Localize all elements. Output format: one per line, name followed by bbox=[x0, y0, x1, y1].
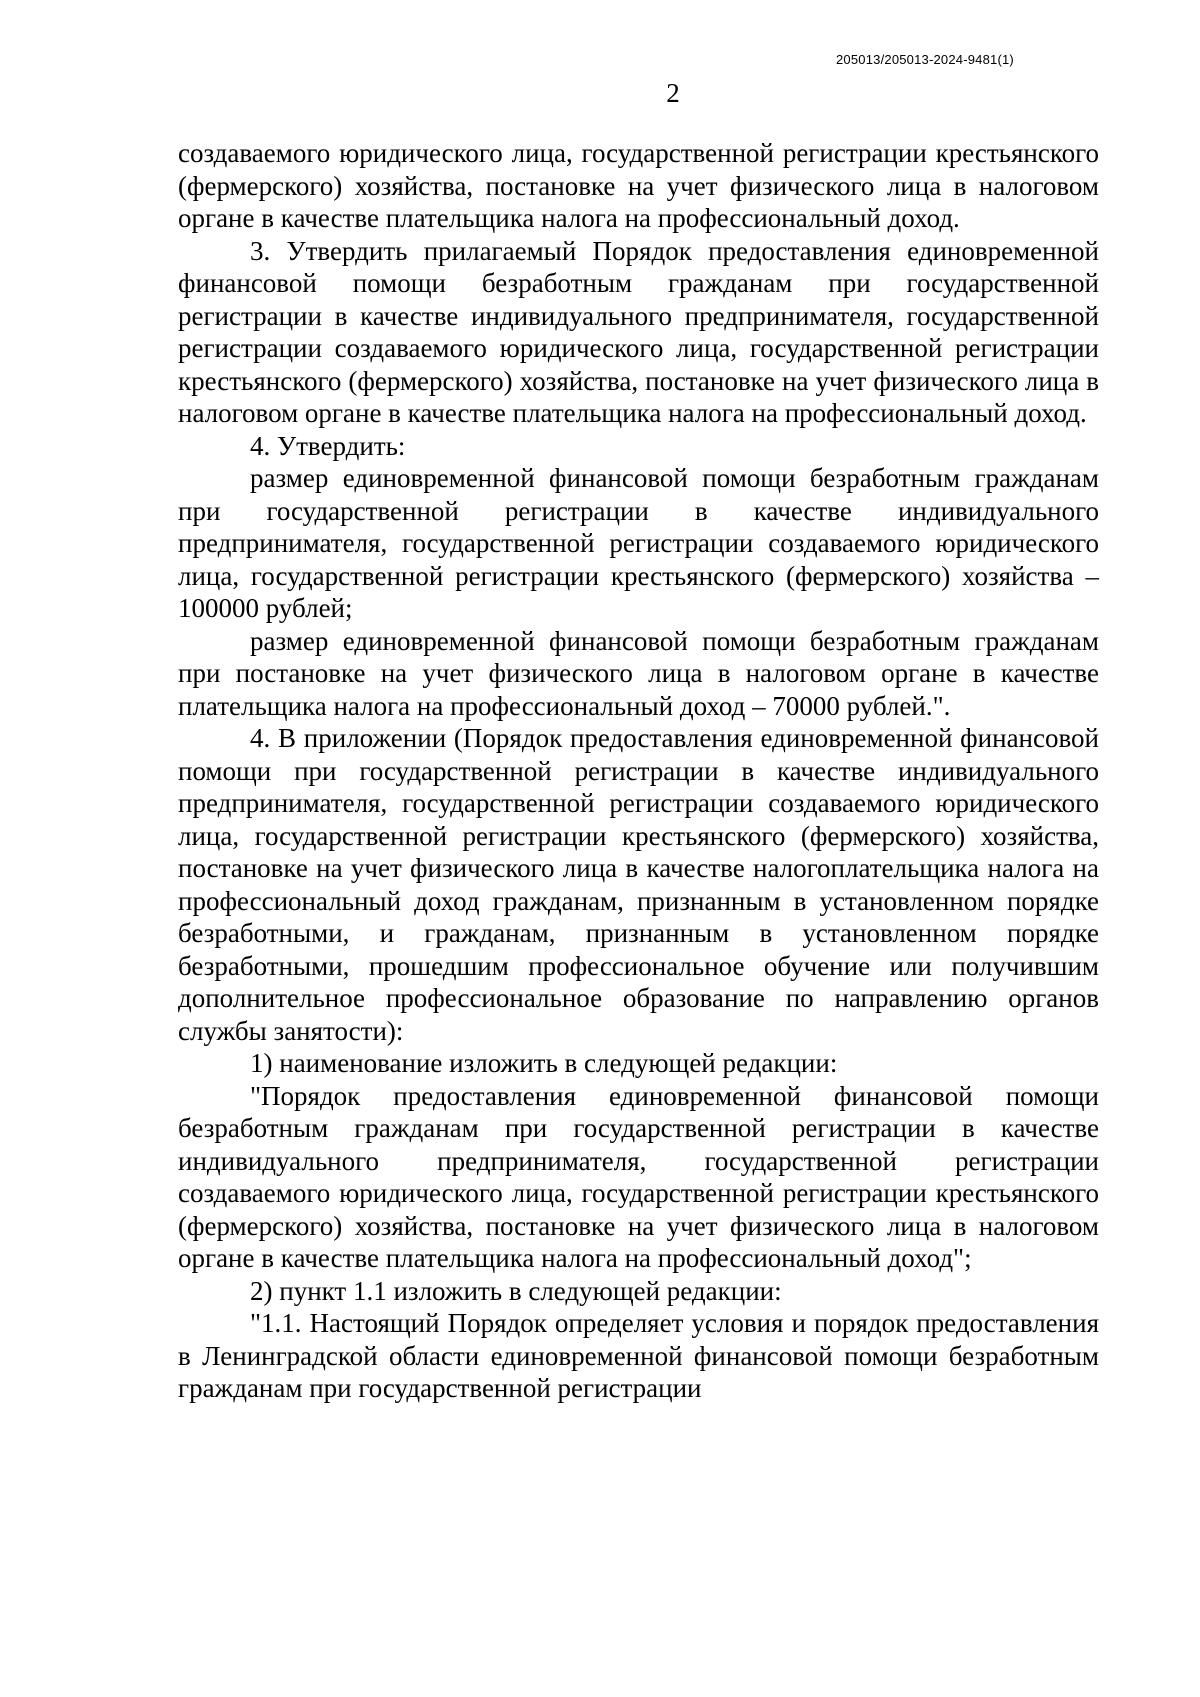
paragraph-item-3: 3. Утвердить прилагаемый Порядок предоставления единовременной финансовой помощи безработным гражданам при государственной регистрации в качестве индивидуального предпринимателя, государственной регистрации создаваемого юридического лица, государственной регистрации крестьянского (фермерского) хозяйства, постановке на учет физического лица в налоговом органе в качестве плательщика налога на профессиональный доход. bbox=[178, 235, 1099, 428]
paragraph-amount-tax-registration: размер единовременной финансовой помощи безработным гражданам при постановке на учет физического лица в налоговом органе в качестве плательщика налога на профессиональный доход – 70000 рублей.". bbox=[178, 625, 1099, 721]
paragraph-clause-1-1: "1.1. Настоящий Порядок определяет условия и порядок предоставления в Ленинградской области единовременной финансовой помощи безработным гражданам при государственной регистрации bbox=[178, 1308, 1099, 1403]
paragraph-amount-registration: размер единовременной финансовой помощи безработным гражданам при государственной регистрации в качестве индивидуального предпринимателя, государственной регистрации создаваемого юридического лица, государственной регистрации крестьянского (фермерского) хозяйства – 100000 рублей; bbox=[178, 463, 1099, 623]
document-body bbox=[178, 137, 1099, 1405]
page-number: 2 bbox=[666, 78, 680, 108]
paragraph-subitem-2: 2) пункт 1.1 изложить в следующей редакции: bbox=[250, 1275, 782, 1306]
paragraph-continuation: создаваемого юридического лица, государственной регистрации крестьянского (фермерского) хозяйства, постановке на учет физического лица в налоговом органе в качестве плательщика налога на профессиональный доход. bbox=[178, 138, 1099, 233]
document-id: 205013/205013-2024-9481(1) bbox=[836, 52, 1014, 67]
paragraph-subitem-1: 1) наименование изложить в следующей редакции: bbox=[250, 1048, 838, 1078]
paragraph-new-title: "Порядок предоставления единовременной финансовой помощи безработным гражданам при государственной регистрации в качестве индивидуального предпринимателя, государственной регистрации создаваемого юридического лица, государственной регистрации крестьянского (фермерского) хозяйства, постановке на учет физического лица в налоговом органе в качестве плательщика налога на профессиональный доход"; bbox=[178, 1080, 1099, 1273]
paragraph-appendix-changes: 4. В приложении (Порядок предоставления единовременной финансовой помощи при государственной регистрации в качестве индивидуального предпринимателя, государственной регистрации создаваемого юридического лица, государственной регистрации крестьянского (фермерского) хозяйства, постановке на учет физического лица в качестве налогоплательщика налога на профессиональный доход гражданам, признанным в установленном порядке безработными, и гражданам, признанным в установленном порядке безработными, прошедшим профессиональное обучение или получившим дополнительное профессиональное образование по направлению органов службы занятости): bbox=[178, 723, 1099, 1046]
paragraph-item-4-heading: 4. Утвердить: bbox=[250, 430, 406, 461]
